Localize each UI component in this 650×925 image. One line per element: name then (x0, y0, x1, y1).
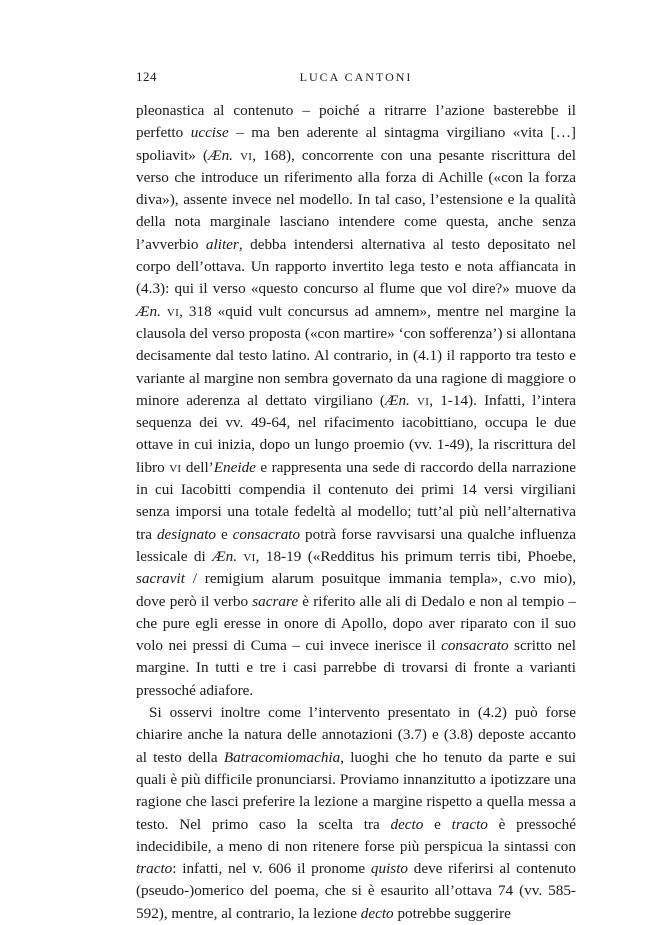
text-run: è pressoché indecidibile, a meno di non ritenere forse più perspicua la sintassi con (136, 815, 577, 855)
work-abbreviation: Æn. (384, 391, 410, 409)
body-text (136, 100, 576, 925)
text-run: è riferito alle ali di Dedalo e non al tempio – che pure egli eresse in onore di Apollo, dopo aver riparato con il suo volo nei pressi di Cuma – cui invece inerisce il (136, 592, 577, 655)
text-run (410, 392, 417, 409)
work-abbreviation: Æn. (136, 302, 161, 320)
italic-term: consacrato (232, 525, 301, 543)
italic-term: tracto (136, 860, 173, 878)
text-run: e (423, 815, 452, 833)
italic-term: decto (360, 904, 394, 922)
italic-term: consacrato (441, 637, 509, 655)
header-author: LUCA CANTONI (299, 70, 413, 84)
text-run: deve riferirsi al contenuto (pseudo-)omerico del poema, che si è esaurito all’ottava 74 (vv. 585-592), mentre, al contrario, la lezione (136, 860, 577, 922)
text-run: , 168), concorrente con una pesante riscrittura del verso che introduce un riferimento alla forza di Achille («con la forza diva»), assente invece nel modello. In tal caso, l’estensione e la qualità della nota marginale lasciano intendere come questa, anche senza l’avverbio (136, 146, 576, 253)
text-run: scritto nel margine. In tutti e tre i casi parrebbe di trovarsi di fronte a varianti pressoché adiafore. (136, 637, 577, 699)
italic-term: decto (390, 815, 424, 833)
text-run: / remigium alarum posuitque immania templa», c.vo mio), dove però il verbo (136, 570, 576, 610)
work-abbreviation: Æn. (212, 547, 237, 565)
text-run: , 1-14). Infatti, l’intera sequenza dei vv. 49-64, nel rifacimento iacobittiano, occupa le due ottave in cui inizia, dopo un lungo proemio (vv. 1-49), la riscrittura del libro (136, 391, 577, 476)
italic-term: aliter (205, 235, 239, 253)
text-run: : infatti, nel v. 606 il pronome (172, 860, 371, 878)
book-numeral: vi (166, 302, 180, 320)
text-run: dell’ (181, 458, 214, 476)
text-run: – ma ben aderente al sintagma virgiliano «vita […] spoliavit» ( (136, 124, 576, 164)
book-numeral: vi (240, 146, 253, 164)
text-run: , luoghi che ho tenuto da parte e sui quali è più difficile pronunciarsi. Proviamo innanzitutto a ipotizzare una ragione che lasci preferire la lezione a margine rispetto a quella messa a testo. Nel primo caso la scelta tra (136, 748, 576, 833)
italic-term: uccise (190, 124, 229, 142)
italic-term: sacravit (136, 570, 185, 588)
work-title: Batracomiomachia (223, 748, 341, 766)
page-number: 124 (136, 69, 157, 84)
text-run: , 18-19 («Redditus his primum terris tibi, Phoebe, (255, 547, 576, 565)
running-head (136, 69, 576, 89)
text-run: potrebbe suggerire (393, 904, 511, 922)
text-run (233, 147, 240, 164)
italic-term: designato (156, 525, 217, 543)
work-abbreviation: Æn. (208, 146, 233, 164)
text-run: e rappresenta una sede di raccordo della narrazione in cui Iacobitti compendia il contenuto dei primi 14 versi virgiliani senza imporsi una totale fedeltà al modello; tutt’al più nell’alternativa tra (136, 458, 576, 543)
book-numeral: vi (243, 547, 256, 565)
italic-term: sacrare (252, 592, 299, 610)
text-run: pleonastica al contenuto – poiché a ritrarre l’azione basterebbe il perfetto (136, 102, 576, 142)
book-numeral: vi (169, 458, 182, 476)
book-numeral: vi (417, 391, 430, 409)
italic-term: quisto (370, 860, 409, 878)
italic-term: tracto (451, 815, 488, 833)
text-run: e (216, 525, 233, 543)
text-run: , debba intendersi alternativa al testo depositato nel corpo dell’ottava. Un rapporto invertito lega testo e nota affiancata in (4.3): qui il verso «questo concurso al flume que vol dire?» muove da (136, 235, 576, 298)
paragraph-2 (136, 702, 576, 925)
text-run: Si osservi inoltre come l’intervento presentato in (4.2) può forse chiarire anche la natura delle annotazioni (3.7) e (3.8) deposte accanto al testo della (136, 704, 576, 766)
text-run: , 318 «quid vult concursus ad amnem», mentre nel margine la clausola del verso proposta («con martire» ‘con sofferenza’) si allontana decisamente dal testo latino. Al contrario, in (4.1) il rapporto tra testo e variante al margine non sembra governato da una ragione di maggiore o minore aderenza al dettato virgiliano ( (136, 302, 576, 409)
work-title: Eneide (213, 458, 256, 476)
paragraph-1 (136, 100, 576, 702)
text-run: potrà forse ravvisarsi una qualche influenza lessicale di (136, 525, 576, 565)
